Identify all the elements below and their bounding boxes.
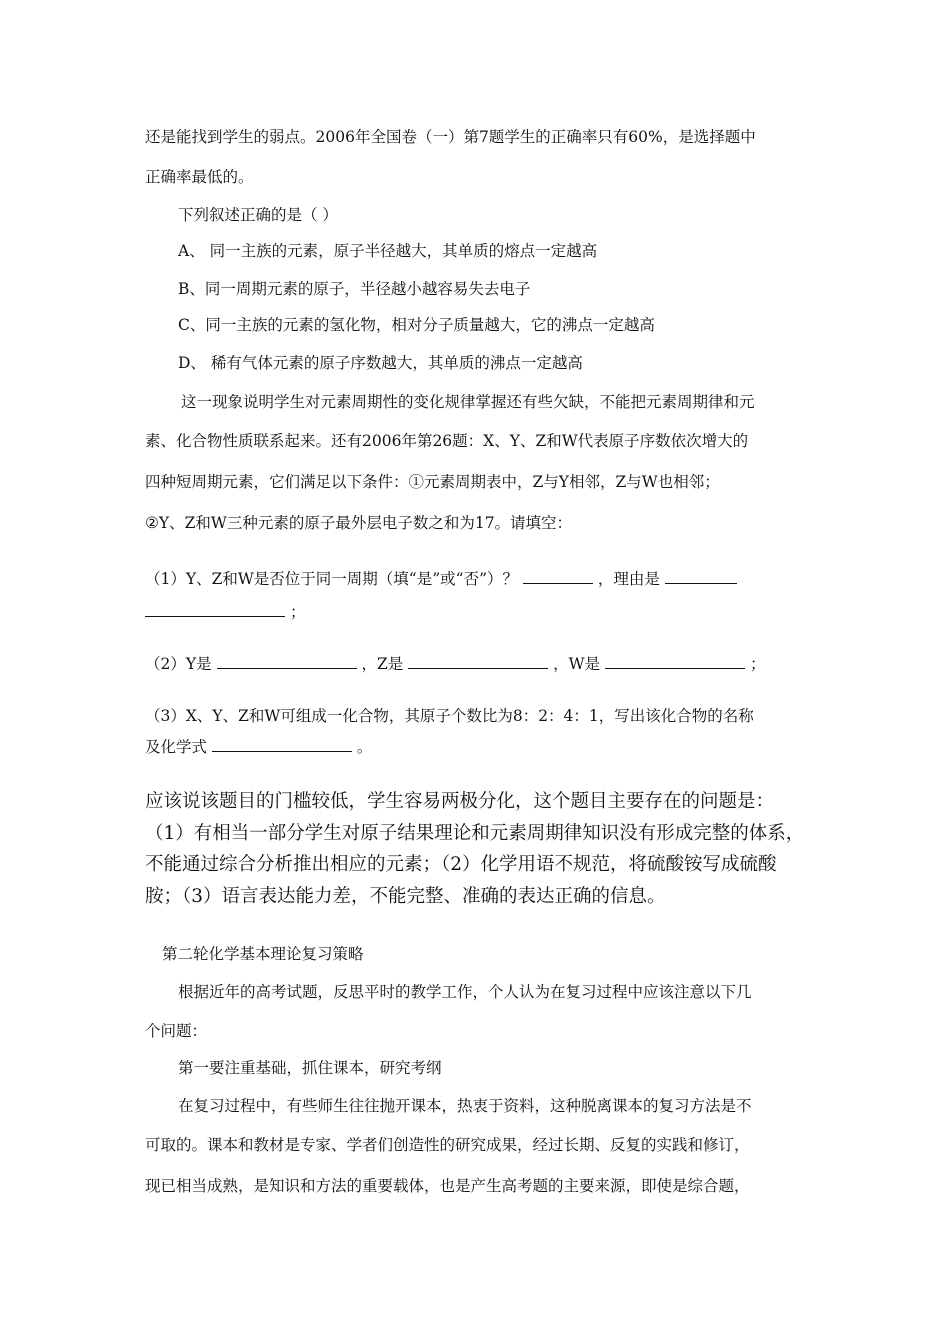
q26-part2-z-label: ，Z是 (361, 655, 404, 673)
q26-part2-w-label: ，W是 (553, 655, 601, 673)
q26-part3-line-1: （3）X、Y、Z和W可组成一化合物，其原子个数比为8：2：4：1，写出该化合物的名称 (145, 707, 754, 725)
q26-part1-text: （1）Y、Z和W是否位于同一周期（填“是”或“否”）？ (145, 570, 518, 588)
q26-part3-line-2 (145, 737, 372, 757)
q26-part1-reason-blank[interactable] (665, 569, 737, 584)
q26-formula-blank[interactable] (212, 737, 352, 752)
section-para-line-2: 个问题： (145, 1022, 208, 1040)
q26-part2-end: ； (749, 655, 766, 673)
q26-part1-reason-label: ，理由是 (597, 570, 660, 588)
body-line-3: 现已相当成熟，是知识和方法的重要载体，也是产生高考题的主要来源，即使是综合题， (145, 1177, 750, 1195)
commentary-line-1: 应该说该题目的门槛较低，学生容易两极分化，这个题目主要存在的问题是： (145, 791, 775, 812)
analysis-line-1: 这一现象说明学生对元素周期性的变化规律掌握还有些欠缺，不能把元素周期律和元 (181, 393, 755, 411)
analysis-line-3: 四种短周期元素，它们满足以下条件：①元素周期表中，Z与Y相邻，Z与W也相邻； (145, 473, 720, 491)
q26-part3-label: 及化学式 (145, 738, 208, 756)
q26-part1-answer-blank[interactable] (523, 569, 593, 584)
intro-line-1: 还是能找到学生的弱点。2006年全国卷（一）第7题学生的正确率只有60%，是选择题中 (145, 128, 756, 146)
section-para-line-1: 根据近年的高考试题，反思平时的教学工作，个人认为在复习过程中应该注意以下几 (178, 983, 752, 1001)
point-1-heading: 第一要注重基础，抓住课本，研究考纲 (178, 1059, 442, 1077)
q26-z-blank[interactable] (408, 654, 548, 669)
q26-part2 (145, 654, 765, 674)
q26-part1-cont (145, 602, 305, 622)
question-stem: 下列叙述正确的是（ ） (178, 206, 338, 224)
commentary-line-3: 不能通过综合分析推出相应的元素；（2）化学用语不规范，将硫酸铵写成硫酸 (145, 854, 777, 875)
commentary-line-2: （1）有相当一部分学生对原子结果理论和元素周期律知识没有形成完整的体系， (145, 823, 805, 844)
option-d: D、 稀有气体元素的原子序数越大，其单质的沸点一定越高 (178, 354, 583, 372)
option-a: A、 同一主族的元素，原子半径越大，其单质的熔点一定越高 (178, 242, 598, 260)
analysis-line-4: ②Y、Z和W三种元素的原子最外层电子数之和为17。请填空： (145, 514, 573, 532)
body-line-2: 可取的。课本和教材是专家、学者们创造性的研究成果，经过长期、反复的实践和修订， (145, 1136, 750, 1154)
option-c: C、同一主族的元素的氢化物，相对分子质量越大，它的沸点一定越高 (178, 316, 655, 334)
q26-part1-end: ； (289, 603, 306, 621)
analysis-line-2: 素、化合物性质联系起来。还有2006年第26题：X、Y、Z和W代表原子序数依次增大的 (145, 432, 749, 450)
q26-y-blank[interactable] (217, 654, 357, 669)
intro-line-2: 正确率最低的。 (145, 168, 254, 186)
commentary-line-4: 胺；（3）语言表达能力差，不能完整、准确的表达正确的信息。 (145, 886, 666, 907)
q26-part1 (145, 569, 737, 589)
q26-part2-y-label: （2）Y是 (145, 655, 212, 673)
body-line-1: 在复习过程中，有些师生往往抛开课本，热衷于资料，这种脱离课本的复习方法是不 (178, 1097, 752, 1115)
option-b: B、同一周期元素的原子，半径越小越容易失去电子 (178, 280, 531, 298)
section-title: 第二轮化学基本理论复习策略 (162, 945, 364, 963)
q26-part1-reason-blank-cont[interactable] (145, 602, 285, 617)
q26-w-blank[interactable] (605, 654, 745, 669)
q26-part3-end: 。 (356, 738, 373, 756)
